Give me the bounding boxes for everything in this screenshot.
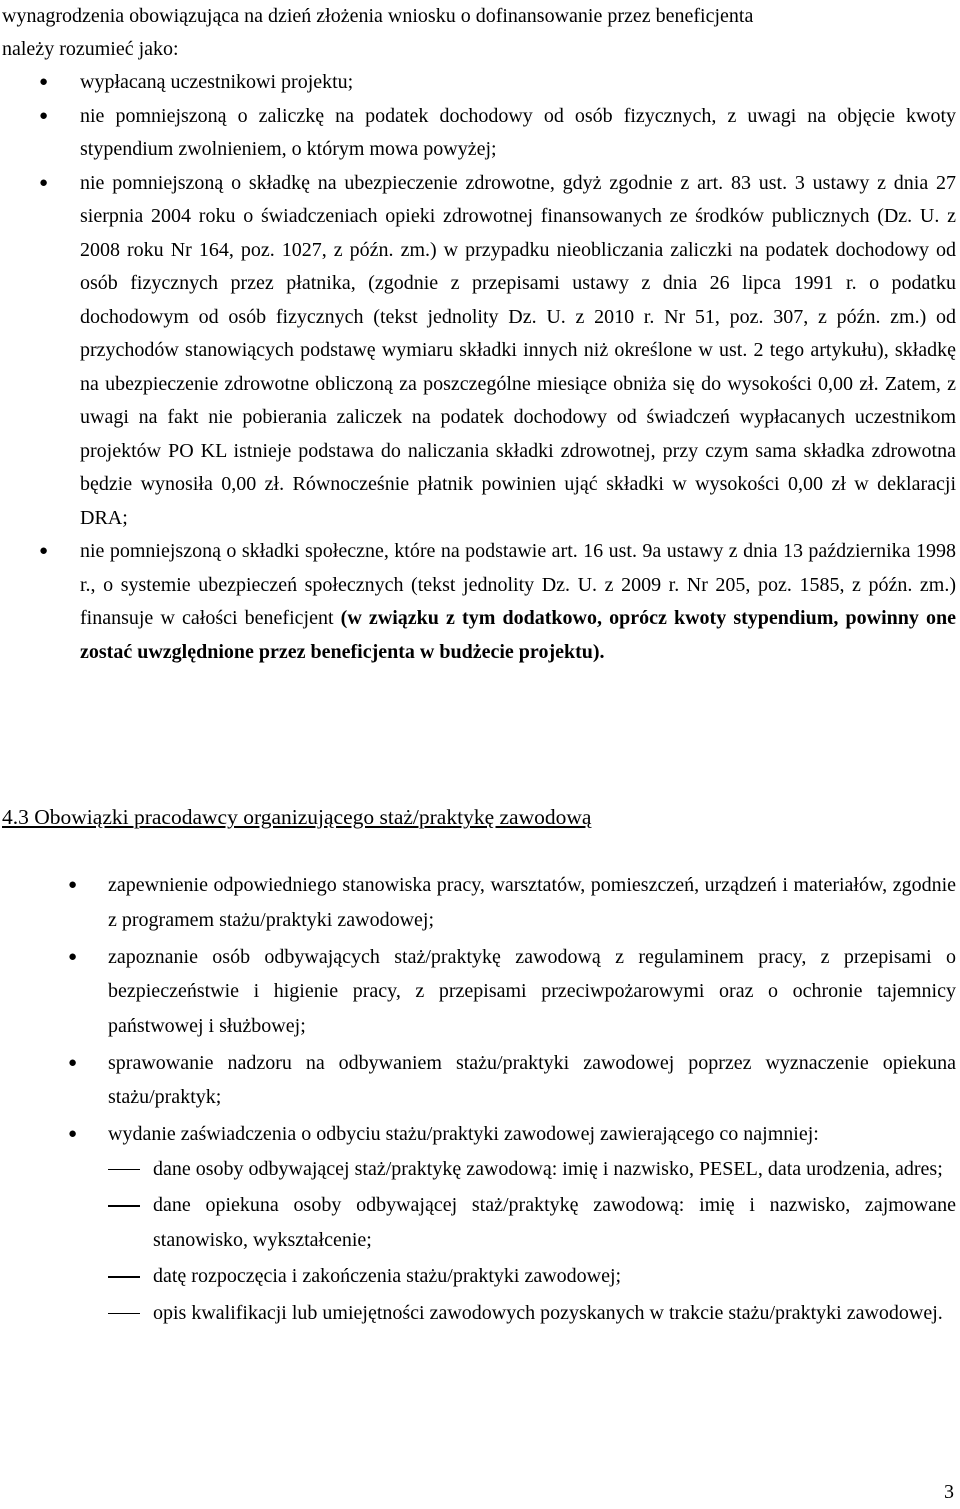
list-item-text: nie pomniejszoną o składkę na ubezpieczenie zdrowotne, gdyż zgodnie z art. 83 ust. 3 ustawy z dnia 27 sierpnia 2004 roku o świadczeniach opieki zdrowotnej finansowanych ze środków publicznych (Dz. U. z 2008 roku Nr 164, poz. 1027, z późn. zm.) w przypadku nieobliczania zaliczki na podatek dochodowy od osób fizycznych przez płatnika, (zgodnie z przepisami ustawy z dnia 26 lipca 1991 r. o podatku dochodowym od osób fizycznych (tekst jednolity Dz. U. z 2010 r. Nr 51, poz. 307, z późn. zm.) od przychodów stanowiących podstawę wymiaru składki innych niż określone w ust. 2 tego artykułu), składkę na ubezpieczenie zdrowotne obliczoną za poszczególne miesiące obniża się do wysokości 0,00 zł. Zatem, z uwagi na fakt nie pobierania zaliczek na podatek dochodowy od świadczeń wypłacanych uczestnikom projektów PO KL istnieje podstawa do naliczania składki zdrowotnej, przy czym sama składka zdrowotna będzie wynosiła 0,00 zł. Równocześnie płatnik powinien ująć składki w wysokości 0,00 zł w deklaracji DRA; <box>80 171 956 529</box>
bullet-icon: ● <box>39 107 49 124</box>
list-item-text: wydanie zaświadczenia o odbyciu stażu/praktyki zawodowej zawierającego co najmniej: <box>108 1123 819 1145</box>
bullet-icon: ● <box>39 174 49 191</box>
section-heading: 4.3 Obowiązki pracodawcy organizującego staż/praktykę zawodową <box>2 805 592 829</box>
list-item-text: nie pomniejszoną o zaliczkę na podatek dochodowy od osób fizycznych, z uwagi na objęcie kwoty stypendium zwolnieniem, o którym mowa powyżej; <box>80 104 956 160</box>
intro-line-1: wynagrodzenia obowiązująca na dzień złożenia wniosku o dofinansowanie przez beneficjenta <box>2 5 754 27</box>
sublist-item-text: dane osoby odbywającej staż/praktykę zawodową: imię i nazwisko, PESEL, data urodzenia, adres; <box>153 1157 943 1180</box>
list-item-text: wypłacaną uczestnikowi projektu; <box>80 71 354 93</box>
sublist-item <box>153 1296 956 1331</box>
sublist-item <box>153 1152 956 1187</box>
list-item-bold-text: (w związku z tym dodatkowo, oprócz kwoty stypendium, powinny one zostać uwzględnione przez beneficjenta w budżecie projektu). <box>80 607 956 663</box>
sublist-item-text: opis kwalifikacji lub umiejętności zawodowych pozyskanych w trakcie stażu/praktyki zawodowej. <box>153 1301 943 1324</box>
sublist-item-text: datę rozpoczęcia i zakończenia stażu/praktyki zawodowej; <box>153 1265 622 1287</box>
bullet-icon: ● <box>68 948 78 965</box>
bullet-icon: ● <box>68 877 78 893</box>
remuneration-bullet-list <box>0 66 956 669</box>
sublist-item <box>153 1188 956 1257</box>
intro-paragraph <box>2 0 954 66</box>
list-item <box>0 66 956 100</box>
list-item <box>0 167 956 536</box>
list-item <box>0 535 956 669</box>
certificate-contents-sublist <box>108 1152 956 1331</box>
list-item-text: zapewnienie odpowiedniego stanowiska pracy, warsztatów, pomieszczeń, urządzeń i materiałów, zgodnie z programem stażu/praktyki zawodowej; <box>108 874 956 931</box>
sublist-item <box>153 1259 956 1294</box>
bullet-icon: ● <box>39 74 49 90</box>
employer-duties-list <box>0 868 956 1333</box>
list-item <box>0 100 956 167</box>
list-item-text: zapoznanie osób odbywających staż/praktykę zawodową z regulaminem pracy, z przepisami o bezpieczeństwie i higienie pracy, z przepisami przeciwpożarowymi oraz o ochronie tajemnicy państwowej i służbowej; <box>108 945 956 1037</box>
list-item <box>0 868 956 937</box>
list-item-text: nie pomniejszoną o składki społeczne, które na podstawie art. 16 ust. 9a ustawy z dnia 13 października 1998 r., o systemie ubezpieczeń społecznych (tekst jednolity Dz. U. z 2009 r. Nr 205, poz. 1585, z późn. zm.) finansuje w całości beneficjent <box>80 540 956 629</box>
bullet-icon: ● <box>68 1126 78 1142</box>
list-item <box>0 1117 956 1330</box>
list-item-text: sprawowanie nadzoru na odbywaniem stażu/praktyki zawodowej poprzez wyznaczenie opiekuna stażu/praktyk; <box>108 1051 956 1108</box>
list-item <box>0 940 956 1044</box>
sublist-item-text: dane opiekuna osoby odbywającej staż/praktykę zawodową: imię i nazwisko, zajmowane stanowisko, wykształcenie; <box>153 1194 956 1251</box>
page-number: 3 <box>944 1481 954 1503</box>
list-item <box>0 1046 956 1115</box>
bullet-icon: ● <box>68 1054 78 1071</box>
bullet-icon: ● <box>39 543 49 559</box>
intro-line-2: należy rozumieć jako: <box>2 38 179 60</box>
